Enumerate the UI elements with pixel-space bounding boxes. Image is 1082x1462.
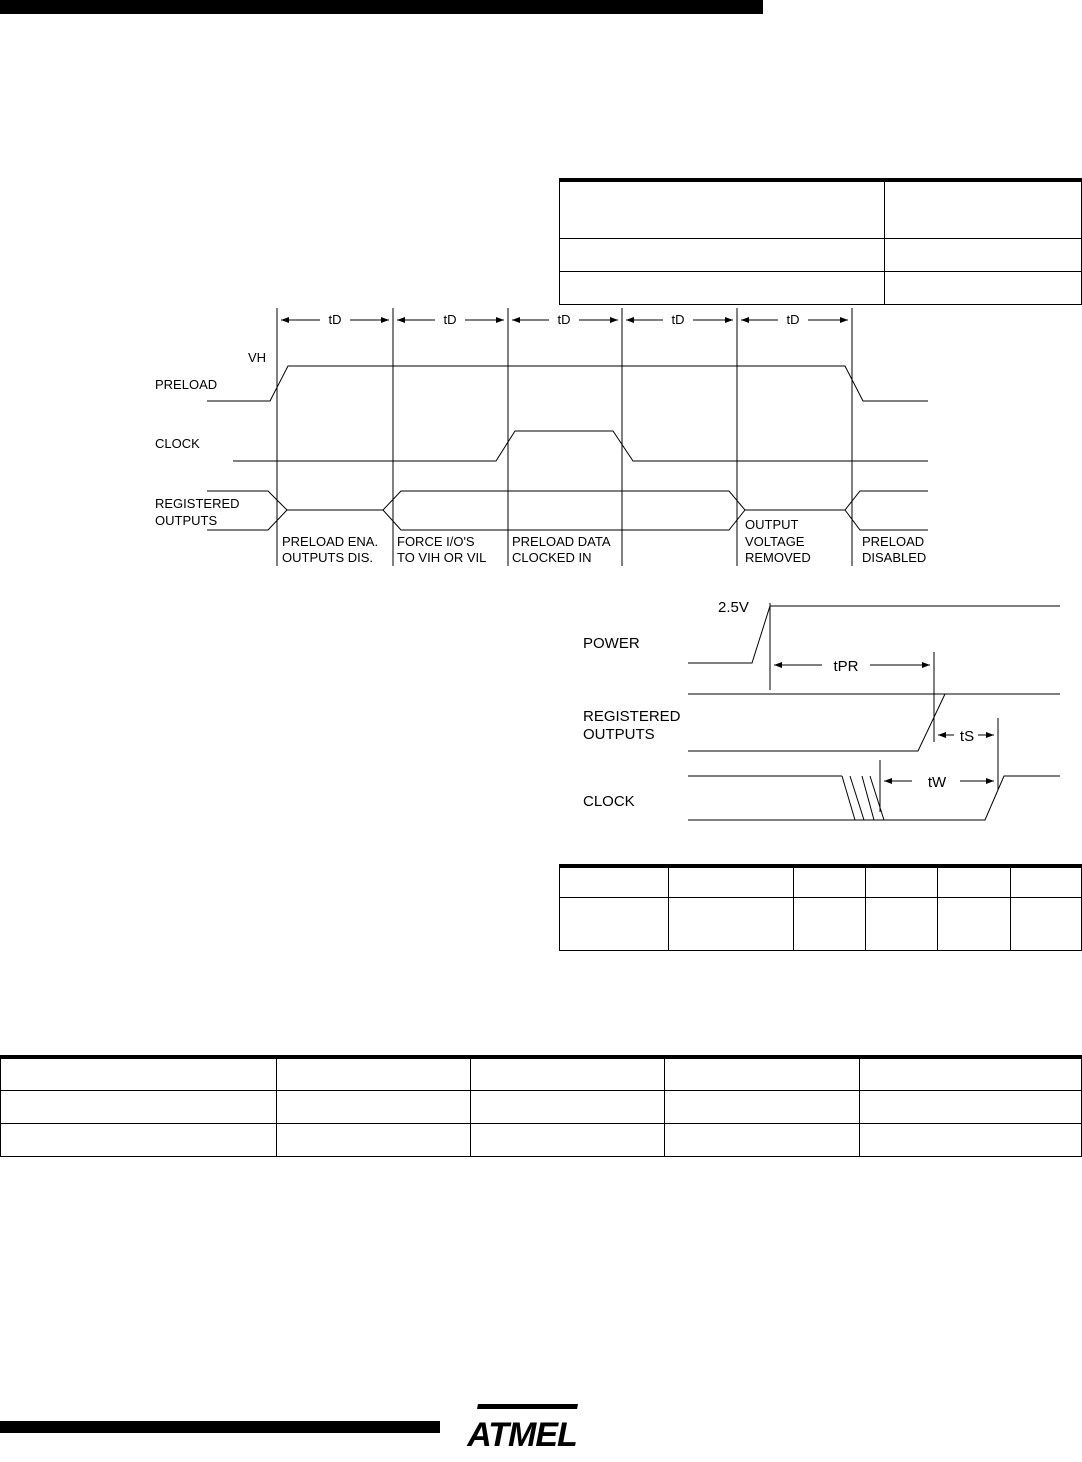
clock-waveform: [233, 431, 928, 461]
table-3: [0, 1055, 1082, 1157]
table-row: [1, 1057, 1082, 1090]
atmel-logo: [458, 1398, 588, 1458]
phase-label: CLOCKED IN: [512, 550, 592, 565]
table-row: [1, 1123, 1082, 1156]
signal-label-clock: CLOCK: [155, 436, 200, 451]
phase-label: VOLTAGE: [745, 534, 805, 549]
phase-label: DISABLED: [862, 550, 927, 565]
preload-waveform: [207, 366, 928, 401]
table-1: [559, 178, 1082, 305]
signal-label-outputs: OUTPUTS: [583, 726, 655, 743]
preload-timing-diagram: [0, 300, 1082, 575]
interval-label-td: tD: [671, 312, 685, 327]
phase-label: PRELOAD ENA.: [282, 534, 379, 549]
header-bar: [0, 0, 763, 14]
timing-label-ts: tS: [959, 728, 975, 745]
voltage-label: 2.5V: [718, 599, 749, 616]
outputs-bus-lower: [207, 510, 928, 530]
signal-label-registered: REGISTERED: [583, 708, 681, 725]
phase-label: PRELOAD DATA: [512, 534, 611, 549]
table-row: [1, 1090, 1082, 1123]
phase-label: FORCE I/O'S: [397, 534, 475, 549]
interval-label-td: tD: [443, 312, 457, 327]
table-row: [560, 238, 1082, 271]
signal-label-outputs: OUTPUTS: [155, 513, 218, 528]
power-up-timing-diagram: [560, 590, 1082, 830]
phase-label: REMOVED: [745, 550, 811, 565]
interval-label-td: tD: [786, 312, 800, 327]
table-row: [560, 180, 1082, 238]
table-row: [560, 866, 1082, 897]
phase-label: OUTPUTS DIS.: [282, 550, 374, 565]
signal-label-registered: REGISTERED: [155, 496, 240, 511]
interval-label-td: tD: [328, 312, 342, 327]
timing-label-tw: tW: [927, 774, 947, 791]
signal-label-clock: CLOCK: [583, 793, 635, 810]
signal-label-preload: PRELOAD: [155, 377, 218, 392]
interval-label-td: tD: [557, 312, 571, 327]
phase-label: OUTPUT: [745, 517, 799, 532]
timing-label-tpr: tPR: [833, 658, 859, 675]
signal-label-power: POWER: [583, 635, 640, 652]
level-label-vh: VH: [248, 350, 267, 365]
outputs-bus-upper: [207, 491, 928, 510]
table-row: [560, 897, 1082, 950]
table-2: [559, 864, 1082, 951]
logo-text: ATMEL: [467, 1416, 577, 1454]
phase-label: TO VIH OR VIL: [397, 550, 487, 565]
phase-label: PRELOAD: [862, 534, 925, 549]
outputs-waveform: [688, 694, 945, 751]
footer-bar: [0, 1421, 440, 1433]
